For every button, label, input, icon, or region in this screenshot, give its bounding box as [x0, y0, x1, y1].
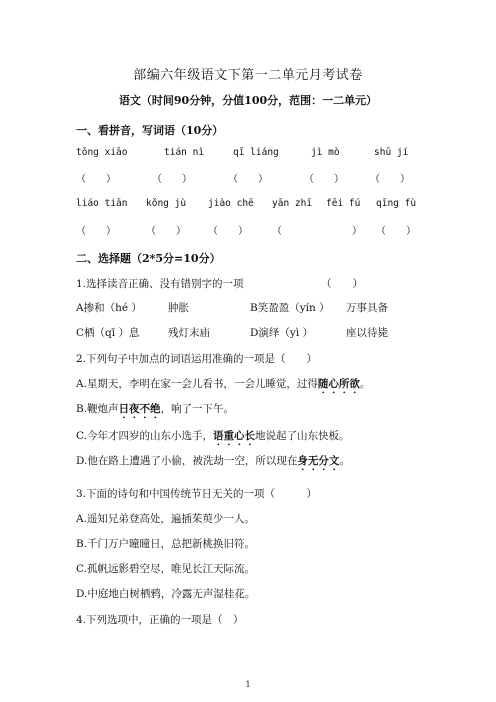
page-title: 部编六年级语文下第一二单元月考试卷 — [133, 68, 363, 83]
pinyin-row-1 — [76, 147, 436, 161]
answer-blank[interactable]: （ ） — [370, 174, 410, 185]
marked-idiom: 语重心长 — [213, 430, 255, 442]
section1-heading: 一、看拼音，写词语（10分） — [76, 124, 224, 137]
pinyin-item: qī liáng — [233, 147, 279, 158]
answer-blank[interactable]: （ ） — [228, 174, 268, 185]
question-text: 1.选择读音正确、没有错别字的一项 — [76, 278, 244, 290]
option-text: D.他在路上遭遇了小偷，被洗劫一空，所以现在 — [76, 455, 298, 467]
question-1-options-ab — [76, 300, 436, 314]
answer-blank[interactable]: （ ） — [76, 174, 116, 185]
pinyin-item: liáo tiān — [76, 198, 128, 209]
question-1-options-cd — [76, 325, 436, 339]
question-3-stem: 3.下面的诗句和中国传统节日无关的一项（ ） — [76, 488, 318, 500]
pinyin-item: kǒng jù — [146, 198, 187, 209]
option-b-word: 万事具备 — [346, 302, 388, 314]
pinyin-item: fēi fú — [326, 198, 361, 209]
question-2-option-c — [76, 428, 350, 448]
option-text: B.鞭炮声 — [76, 403, 119, 415]
pinyin-item: yān zhī — [272, 198, 313, 209]
pinyin-item: jì mò — [311, 147, 340, 158]
pinyin-item: shū jí — [374, 147, 409, 158]
marked-idiom: 随心所欲 — [317, 378, 360, 390]
option-c: C栖（qī ）息 — [76, 327, 140, 339]
option-c-word: 残灯末庙 — [168, 327, 210, 339]
option-text: 地说起了山东快板。 — [255, 430, 350, 442]
option-text: C.今年才四岁的山东小选手， — [76, 430, 213, 442]
pinyin-item: qīng fù — [376, 198, 417, 209]
option-d: D演绎（yì ） — [250, 327, 314, 339]
pinyin-item: tián nì — [164, 147, 205, 158]
question-3-option-c: C.孤帆远影碧空尽，唯见长江天际流。 — [76, 563, 255, 575]
pinyin-item: tōng xiāo — [76, 147, 128, 158]
answer-blank[interactable]: （ ） — [76, 226, 116, 237]
answer-paren-row-1 — [76, 170, 436, 184]
option-text: 。 — [339, 455, 350, 467]
pinyin-item: jiào chē — [208, 198, 254, 209]
question-3-option-a: A.遥知兄弟登高处，遍插茱萸少一人。 — [76, 513, 255, 525]
page-number: 1 — [245, 680, 251, 689]
question-1-stem — [76, 276, 363, 291]
pinyin-row-2 — [76, 198, 436, 212]
option-a: A掺和（hé ） — [76, 302, 142, 314]
question-3-option-b: B.千门万户曈曈日，总把新桃换旧符。 — [76, 538, 256, 550]
question-4-stem: 4.下列选项中，正确的一项是（ ） — [76, 614, 244, 626]
option-text: ，响了一下午。 — [160, 403, 235, 415]
answer-blank[interactable]: （ ） — [272, 226, 362, 237]
marked-idiom: 日夜不绝 — [118, 403, 161, 415]
answer-blank[interactable]: （ ） — [304, 174, 344, 185]
marked-idiom: 身无分文 — [297, 455, 340, 467]
question-3-option-d: D.中庭地白树栖鸦，冷露无声湿桂花。 — [76, 588, 256, 600]
question-2-option-d — [76, 453, 350, 473]
answer-blank[interactable]: （ ） — [321, 278, 363, 290]
question-2-stem: 2.下列句子中加点的词语运用准确的一项是（ ） — [76, 353, 318, 365]
answer-blank[interactable]: （ ） — [208, 226, 248, 237]
answer-blank[interactable]: （ ） — [376, 226, 416, 237]
option-b: B笑盈盈（yín ） — [250, 302, 330, 314]
exam-subtitle: 语文（时间90分钟，分值100分，范围：一二单元） — [118, 94, 378, 107]
question-2-option-a — [76, 376, 370, 396]
section2-heading: 二、选择题（2*5分=10分） — [76, 252, 221, 265]
option-text: 。 — [359, 378, 371, 390]
answer-blank[interactable]: （ ） — [146, 226, 186, 237]
answer-paren-row-2 — [76, 222, 436, 236]
option-a-word: 肿胀 — [168, 302, 189, 314]
answer-blank[interactable]: （ ） — [152, 174, 192, 185]
question-2-option-b — [76, 401, 234, 421]
option-d-word: 座以待毙 — [346, 327, 388, 339]
option-text: A.星期天，李明在家一会儿看书，一会儿睡觉，过得 — [76, 378, 318, 390]
